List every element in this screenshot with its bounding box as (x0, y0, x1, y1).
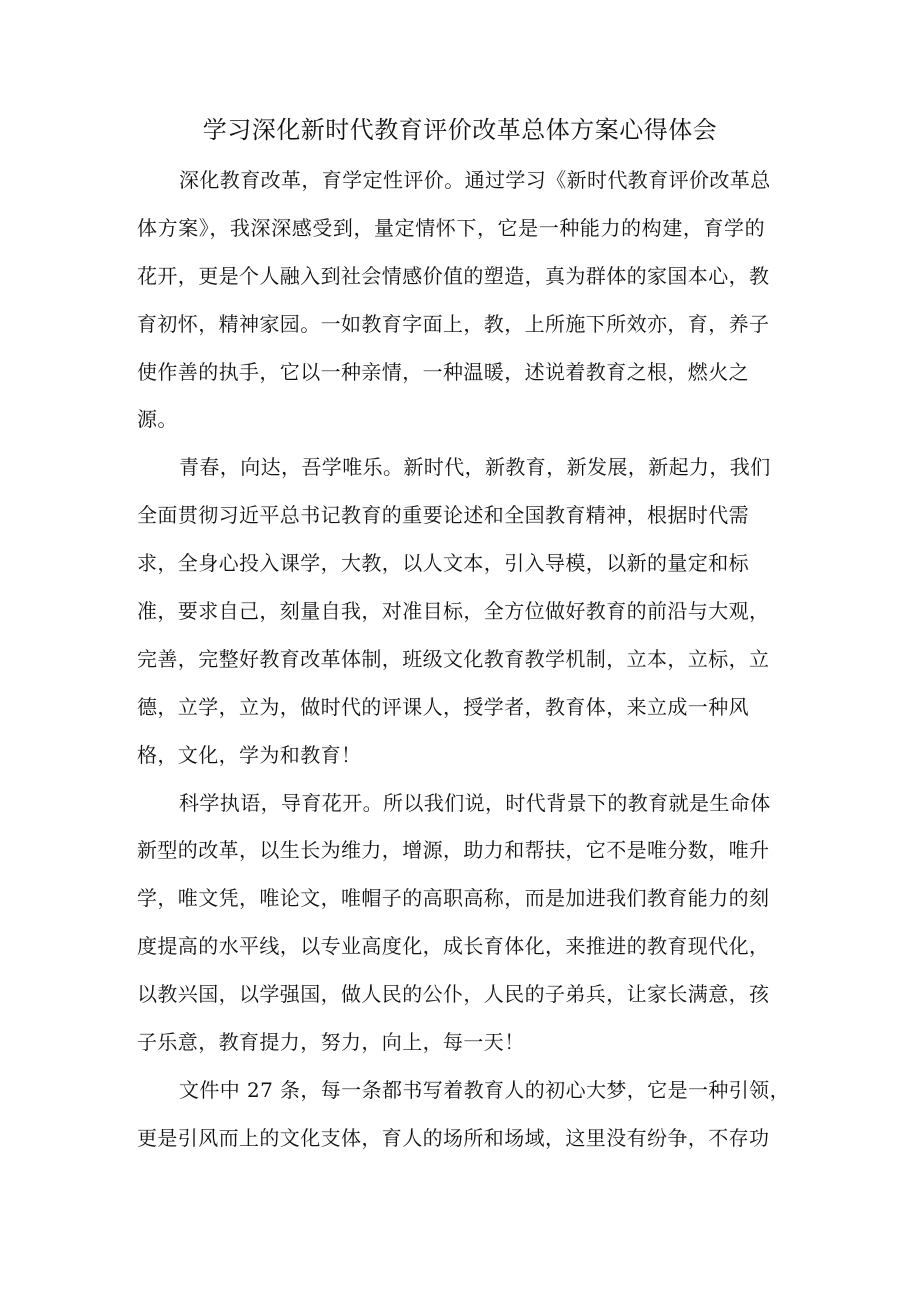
text-line: 以教兴国，以学强国，做人民的公仆，人民的子弟兵，让家长满意，孩 (137, 982, 770, 1007)
text-line: 深化教育改革，育学定性评价。通过学习《新时代教育评价改革总 (179, 168, 771, 192)
paragraph (137, 780, 771, 1067)
text-line: 德，立学，立为，做时代的评课人，授学者，教育体，来立成一种风 (137, 694, 749, 719)
document-title: 学习深化新时代教育评价改革总体方案心得体会 (202, 116, 718, 144)
text-line: 全面贯彻习近平总书记教育的重要论述和全国教育精神，根据时代需 (137, 503, 749, 528)
paragraph (137, 1067, 790, 1163)
text-line: 完善，完整好教育改革体制，班级文化教育教学机制，立本，立标，立 (137, 646, 770, 671)
text-line: 学，唯文凭，唯论文，唯帽子的高职高称，而是加进我们教育能力的刻 (137, 886, 770, 911)
text-line: 格，文化，学为和教育！ (137, 742, 362, 767)
text-line: 育初怀，精神家园。一如教育字面上，教，上所施下所效亦，育，养子 (137, 311, 770, 336)
text-line: 更是引风而上的文化支体，育人的场所和场域，这里没有纷争，不存功 (137, 1125, 770, 1150)
text-line: 科学执语，导育花开。所以我们说，时代背景下的教育就是生命体 (179, 790, 771, 815)
text-line: 花开，更是个人融入到社会情感价值的塑造，真为群体的家国本心，教 (137, 263, 770, 288)
text-line: 源。 (137, 407, 178, 432)
text-line: 体方案》，我深深感受到，量定情怀下，它是一种能力的构建，育学的 (137, 215, 765, 240)
text-line: 准，要求自己，刻量自我，对准目标，全方位做好教育的前沿与大观， (137, 599, 770, 624)
text-line: 求，全身心投入课学，大教，以人文本，引入导模，以新的量定和标 (137, 551, 749, 576)
paragraph (137, 157, 771, 444)
text-line: 青春，向达，吾学唯乐。新时代，新教育，新发展，新起力，我们 (179, 455, 771, 480)
text-line: 度提高的水平线，以专业高度化，成长育体化，来推进的教育现代化， (137, 934, 770, 959)
text-line: 文件中 27 条，每一条都书写着教育人的初心大梦，它是一种引领， (179, 1077, 790, 1102)
text-line: 子乐意，教育提力，努力，向上，每一天！ (137, 1030, 525, 1055)
text-line: 使作善的执手，它以一种亲情，一种温暖，述说着教育之根，燃火之 (137, 359, 749, 384)
paragraph (137, 444, 771, 779)
document-body (137, 157, 790, 1163)
text-line: 新型的改革，以生长为维力，增源，助力和帮扶，它不是唯分数，唯升 (137, 838, 770, 863)
